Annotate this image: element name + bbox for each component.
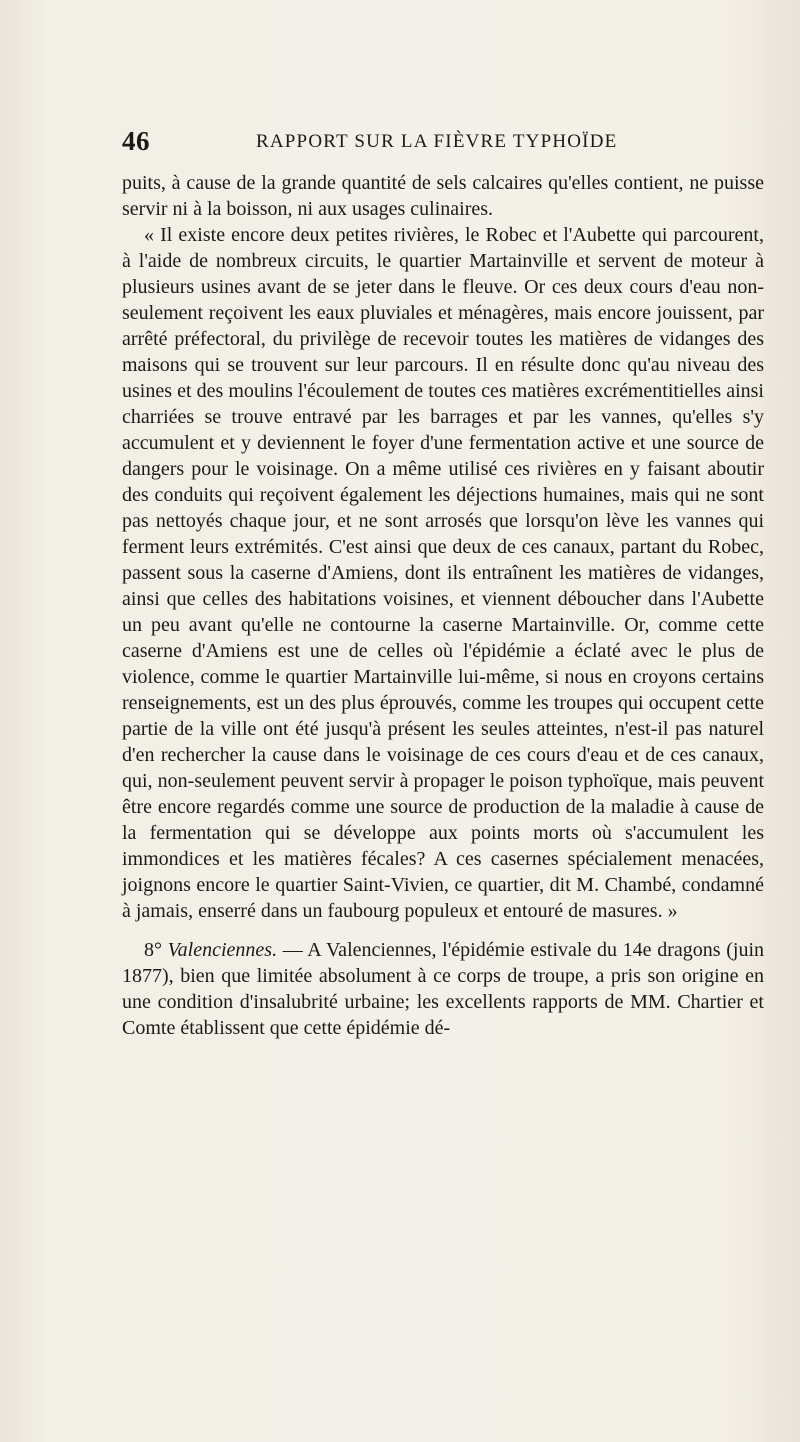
section-text: — A Valenciennes, l'épidémie estivale du 14e dragons (juin 1877), bien que limitée absolument à ce corps de troupe, a pris son origine en une condition d'insalubrité urbaine; les excellents rapports de MM. Chartier et Comte établissent que cette épidémie dé- [122, 939, 764, 1039]
paragraph-continuation: puits, à cause de la grande quantité de sels calcaires qu'elles contient, ne puisse servir ni à la boisson, ni aux usages culinaires. [122, 172, 764, 220]
running-title: RAPPORT SUR LA FIÈVRE TYPHOÏDE [256, 131, 618, 152]
section-paragraph [122, 937, 764, 1041]
paragraph-quotation: « Il existe encore deux petites rivières, le Robec et l'Aubette qui parcourent, à l'aide de nombreux circuits, le quartier Martainville et servent de moteur à plusieurs usines avant de se jeter dans le fleuve. Or ces deux cours d'eau non-seulement reçoivent les eaux pluviales et ménagères, mais encore jouissent, par arrêté préfectoral, du privilège de recevoir toutes les matières de vidanges des maisons qui se trouvent sur leur parcours. Il en résulte donc qu'au niveau des usines et des moulins l'écoulement de toutes ces matières excrémentitielles ainsi charriées se trouve entravé par les barrages et par les vannes, qu'elles s'y accumulent et y deviennent le foyer d'une fermentation active et une source de dangers pour le voisinage. On a même utilisé ces rivières en y faisant aboutir des conduits qui reçoivent également les déjections humaines, mais qui ne sont pas nettoyés chaque jour, et ne sont arrosés que lorsqu'on lève les vannes qui ferment leurs extrémités. C'est ainsi que deux de ces canaux, partant du Robec, passent sous la caserne d'Amiens, dont ils entraînent les matières de vidanges, ainsi que celles des habitations voisines, et viennent déboucher dans l'Aubette un peu avant qu'elle ne contourne la caserne Martainville. Or, comme cette caserne d'Amiens est une de celles où l'épidémie a éclaté avec le plus de violence, comme le quartier Martainville lui-même, si nous en croyons certains renseignements, est un des plus éprouvés, comme les troupes qui occupent cette partie de la ville ont été jusqu'à présent les seules atteintes, n'est-il pas naturel d'en rechercher la cause dans le voisinage de ces cours d'eau et de ces canaux, qui, non-seulement peuvent servir à propager le poison typhoïque, mais peuvent être encore regardés comme une source de production de la maladie à cause de la fermentation qui se développe aux points morts où s'accumulent les immondices et les matières fécales? A ces casernes spécialement menacées, joignons encore le quartier Saint-Vivien, ce quartier, dit M. Chambé, condamné à jamais, enserré dans un faubourg populeux et entouré de masures. » [122, 224, 764, 922]
page-number: 46 [122, 126, 150, 156]
section-title: Valenciennes. [167, 939, 278, 961]
section-number: 8° [144, 939, 162, 961]
body-text [122, 170, 764, 1041]
page-header [122, 126, 762, 160]
